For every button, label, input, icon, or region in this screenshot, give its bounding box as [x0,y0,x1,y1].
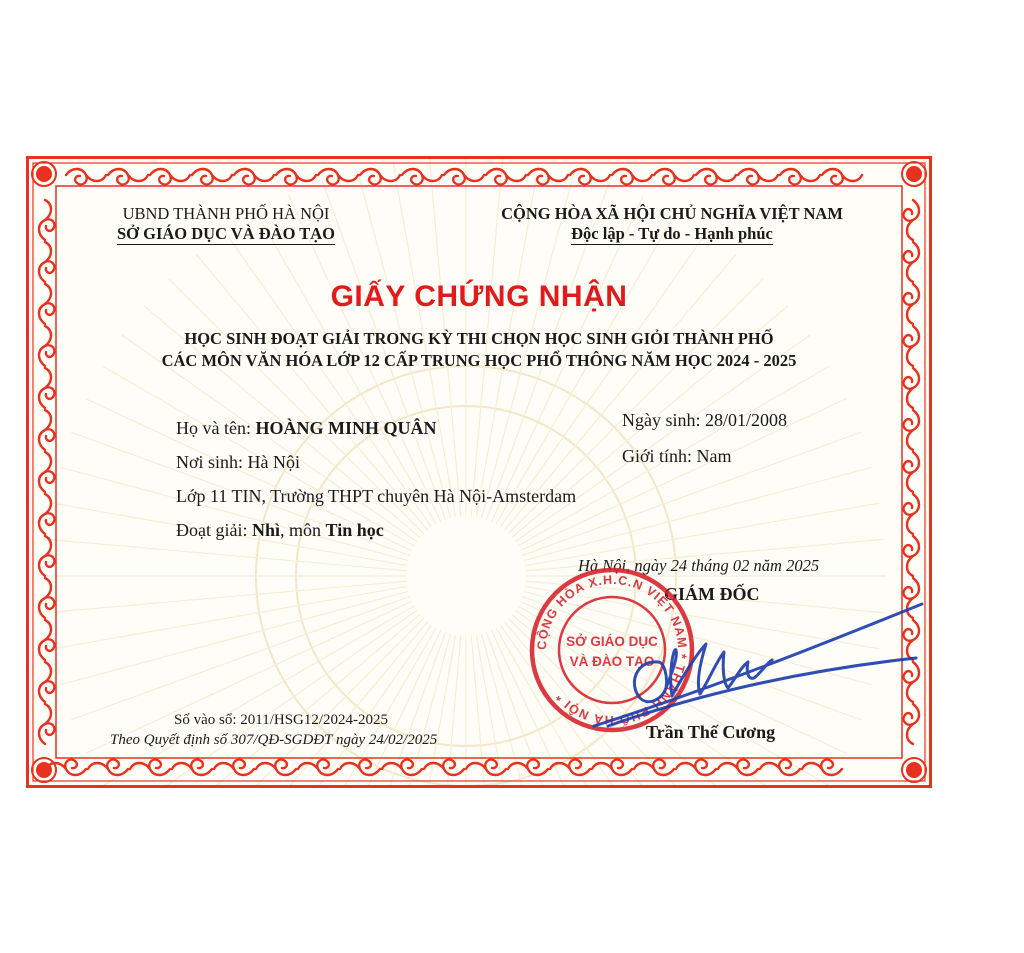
certificate-title: GIẤY CHỨNG NHẬN [330,280,628,313]
name-row [176,418,436,439]
class-row: Lớp 11 TIN, Trường THPT chuyên Hà Nội-Amsterdam [176,486,577,506]
stamp-inner-line1: SỞ GIÁO DỤC [566,634,658,649]
subtitle-line1: HỌC SINH ĐOẠT GIẢI TRONG KỲ THI CHỌN HỌC SINH GIỎI THÀNH PHỐ [184,329,774,348]
gender-label: Giới tính: [622,446,693,466]
subject-value: Tin học [325,520,384,540]
decision-reference: Theo Quyết định số 307/QĐ-SGDĐT ngày 24/02/2025 [110,732,438,748]
registration-number: Số vào sổ: 2011/HSG12/2024-2025 [174,712,389,728]
dob-row [622,410,787,431]
subject-label: , môn [280,520,322,540]
birthplace-label: Nơi sinh: [176,452,244,472]
birthplace-value: Hà Nội [247,452,301,472]
certificate [26,156,932,788]
left-header [76,204,376,244]
dob-label: Ngày sinh: [622,410,701,430]
date-line: Hà Nội, ngày 24 tháng 02 năm 2025 [578,556,820,575]
certificate-subtitle [26,328,932,372]
dob-value: 28/01/2008 [705,410,788,430]
right-header-line2: Độc lập - Tự do - Hạnh phúc [571,224,773,243]
award-value: Nhì [251,520,280,540]
right-header [462,204,882,244]
right-header-line1: CỘNG HÒA XÃ HỘI CHỦ NGHĨA VIỆT NAM [501,204,843,223]
award-label: Đoạt giải: [176,520,248,540]
handwritten-signature [588,602,928,732]
signer-name: Trần Thế Cương [646,722,776,742]
award-row [176,520,384,541]
left-header-line1: UBND THÀNH PHỐ HÀ NỘI [122,204,330,223]
name-label: Họ và tên: [176,418,251,438]
subtitle-line2: CÁC MÔN VĂN HÓA LỚP 12 CẤP TRUNG HỌC PHỔ THÔNG NĂM HỌC 2024 - 2025 [161,351,797,370]
name-value: HOÀNG MINH QUÂN [255,418,437,438]
gender-value: Nam [696,446,732,466]
gender-row [622,446,732,467]
stamp-inner-line2: VÀ ĐÀO TẠO [569,654,655,669]
birthplace-row [176,452,300,473]
signer-title: GIÁM ĐỐC [664,584,760,604]
left-header-line2: SỞ GIÁO DỤC VÀ ĐÀO TẠO [116,224,336,243]
stamp-outer-text: CỘNG HÒA X.H.C.N VIỆT NAM * THÀNH PHỐ HÀ NỘI * [534,572,690,728]
